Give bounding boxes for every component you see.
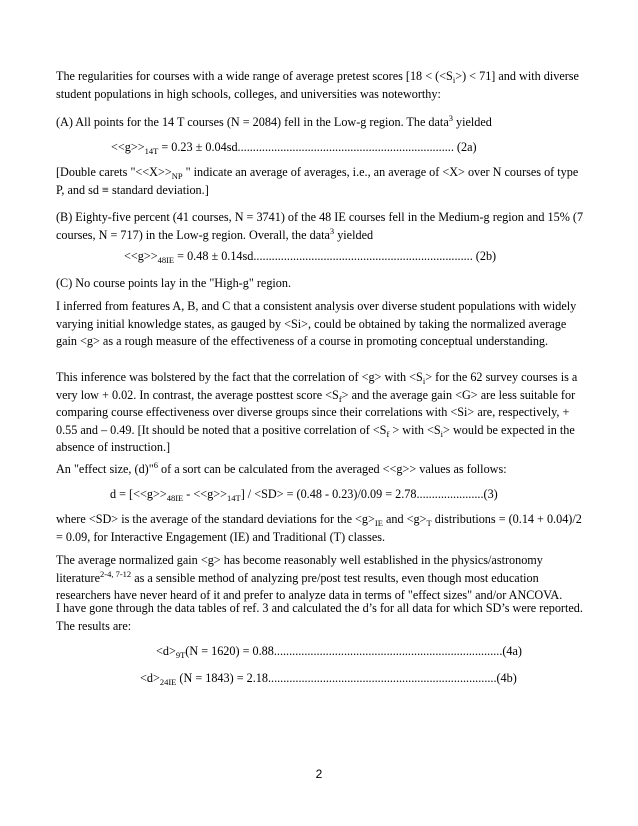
equation-4b: $<d>_{24IE}$ (N = 1843) = 2.18...........................................................................(4b) — [140, 671, 517, 687]
correlation-paragraph: This inference was bolstered by the fact that the correlation of <g> with $<S_i>$ for the 62 survey courses is a very low + 0.02. In contrast, the average posttest score $<S_f>$ and the average gain <G> are less suitable for comparing course effectiveness over diverse groups since their correlations with <Si> are, respectively, + 0.55 and – 0.49. [It should be noted that a positive correlation of $<S_f$ > with $<S_i>$ would be expected in the absence of instruction.] — [56, 370, 578, 455]
equation-number: (4b) — [496, 671, 517, 685]
equation-number: (2a) — [456, 140, 477, 154]
page-number: 2 — [315, 767, 323, 781]
equation-4a: $<d>_{9T}(N = 1620) = 0.88...........................................................................(4a)$ — [156, 644, 522, 660]
equation-3: $d = [<<g>>_{48IE} - <<g>>_{14T}] / <SD> = (0.48 - 0.23)/0.09 = 2.78......................(3)$ — [110, 487, 498, 503]
equation-number: (3) — [483, 487, 498, 501]
finding-a-paragraph: (A) All points for the 14 T courses (N = 2084) fell in the Low-g region. The data$^3$ yielded — [56, 113, 492, 129]
normalized-gain-paragraph: The average normalized gain <g> has become reasonably well established in the physics/astronomy literature$^{2-4, 7-12}$ as a sensible method of analyzing pre/post test results, even though most education researchers have never heard of it and prefer to analyze data in terms of "effect sizes" and/or ANCOVA. — [56, 553, 563, 603]
equation-2b: $<<g>>_{48IE} = 0.48 \pm 0.14sd$........................................................................ (2b) — [124, 249, 497, 265]
equation-number: (2b) — [475, 249, 497, 263]
results-intro-paragraph: I have gone through the data tables of ref. 3 and calculated the d’s for all data for which SD’s were reported. The results are: — [56, 601, 583, 633]
equation-number: (4a) — [502, 644, 522, 658]
finding-b-paragraph: (B) Eighty-five percent (41 courses, N = 3741) of the 48 IE courses fell in the Medium-g region and 15% (7 courses, N = 717) in the Low-g region. Overall, the data$^3$ yielded — [56, 210, 584, 242]
sd-definition-paragraph: where <SD> is the average of the standard deviations for the $<g>_{IE}$ and $<g>_T$ distributions = (0.14 + 0.04)/2 = 0.09, for Interactive Engagement (IE) and Traditional (T) classes. — [56, 512, 582, 544]
inference-paragraph: I inferred from features A, B, and C that a consistent analysis over diverse student populations with widely varying initial knowledge states, as gauged by <Si>, could be obtained by taking the normalized average gain <g> as a rough measure of the effectiveness of a course in promoting conceptual understanding. — [56, 299, 577, 349]
effect-size-paragraph: An "effect size, (d)"$^6$ of a sort can be calculated from the averaged <<g>> values as follows: — [56, 460, 507, 476]
finding-c-paragraph: (C) No course points lay in the "High-g" region. — [56, 276, 292, 290]
double-carets-note: [Double carets "$<<X>>_{NP}$ " indicate an average of averages, i.e., an average of <X> over N courses of type P, and sd ≡ standard deviation.] — [56, 165, 579, 197]
equation-2a: $<<g>>_{14T} = 0.23 \pm 0.04sd$....................................................................... (2a) — [111, 140, 477, 156]
intro-paragraph: The regularities for courses with a wide range of average pretest scores $[18 < (<S_i>) < 71]$ and with diverse student populations in high schools, colleges, and universities was noteworthy: — [56, 69, 579, 101]
